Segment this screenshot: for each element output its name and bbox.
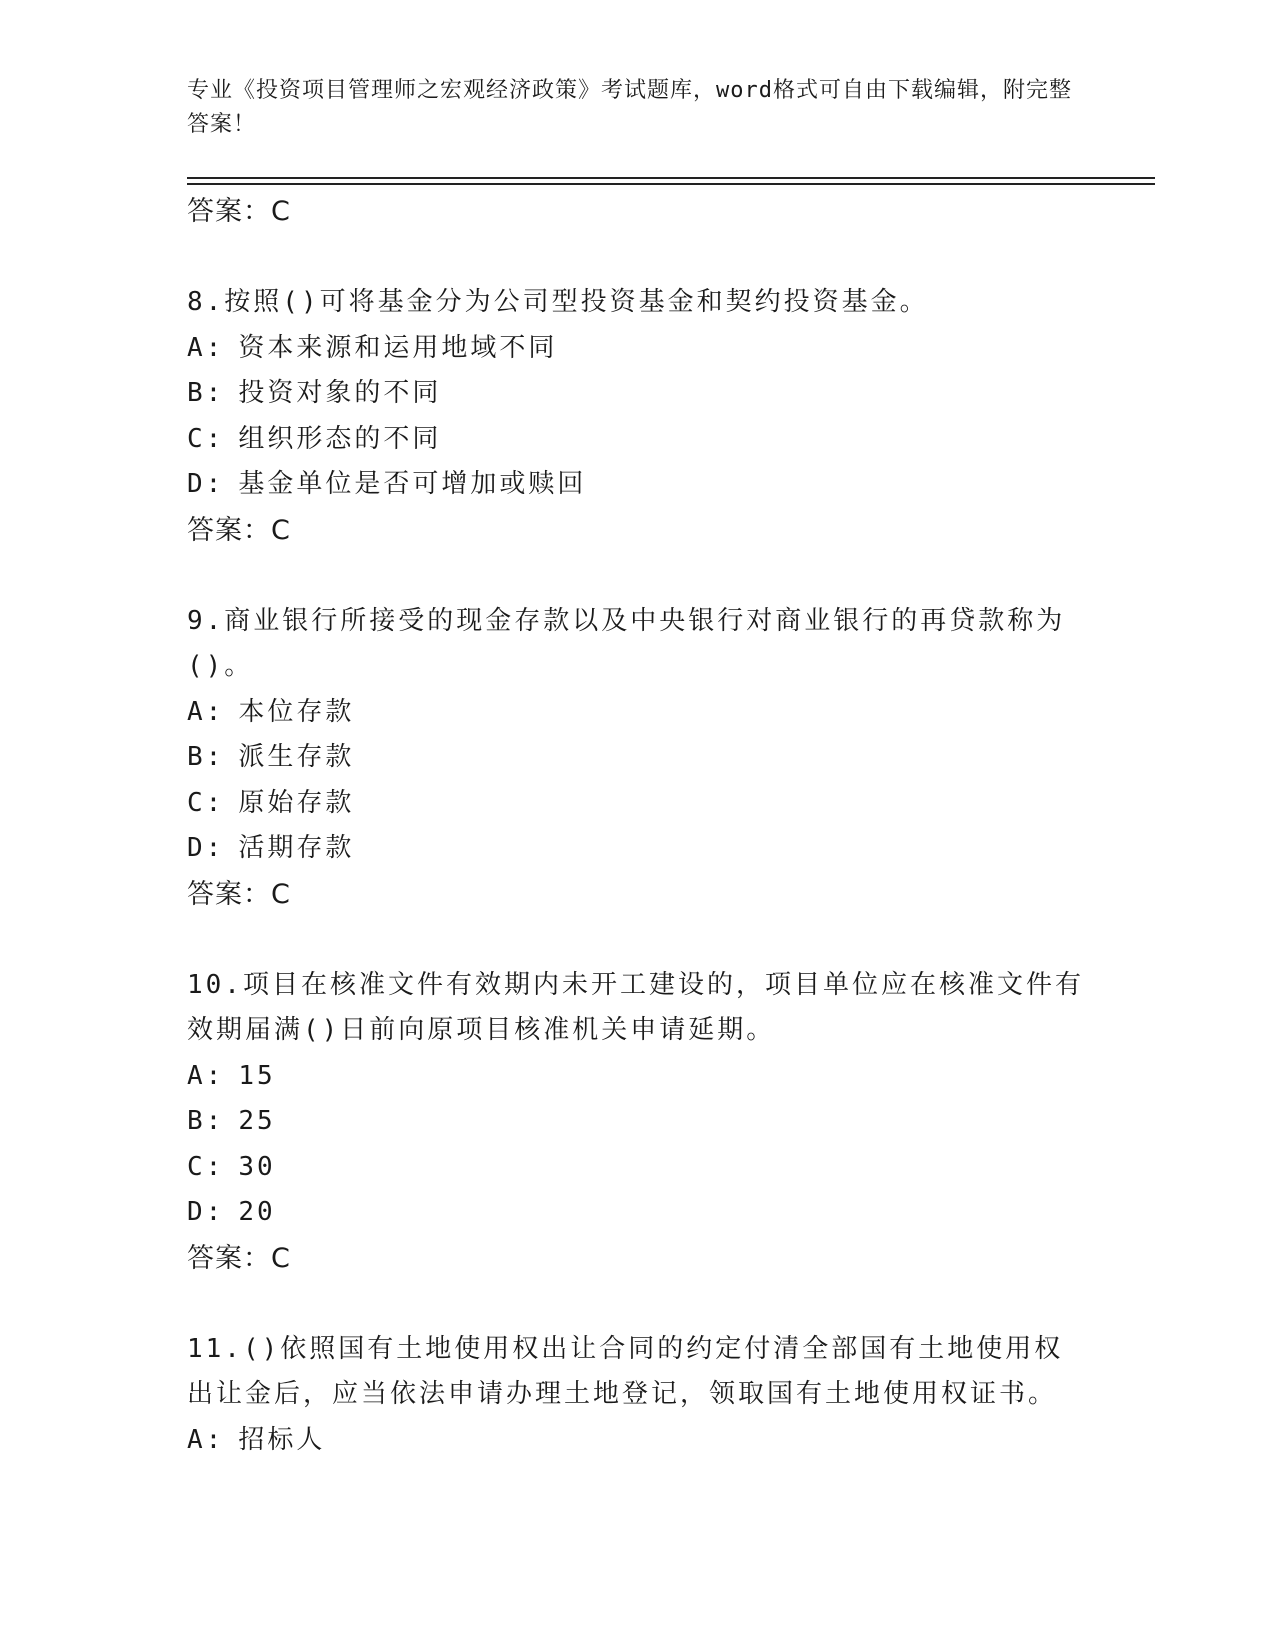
- option-text: 20: [238, 1197, 276, 1227]
- option-a: [187, 690, 1087, 736]
- option-text: 投资对象的不同: [238, 378, 442, 408]
- option-key: B:: [187, 378, 225, 408]
- header-divider-top: [187, 177, 1155, 179]
- option-key: D:: [187, 833, 225, 863]
- option-c: [187, 417, 1087, 463]
- option-a: [187, 326, 1087, 372]
- option-text: 招标人: [238, 1424, 326, 1455]
- question-block: [187, 280, 1087, 553]
- option-b: [187, 371, 1087, 417]
- option-d: [187, 1190, 1087, 1236]
- option-text: 派生存款: [238, 742, 355, 772]
- answer-line: 答案：C: [187, 514, 291, 546]
- option-d: [187, 826, 1087, 872]
- answer-line: 答案：C: [187, 196, 291, 227]
- option-key: C:: [187, 423, 225, 454]
- question-block: [187, 1327, 1087, 1464]
- option-text: 30: [238, 1151, 276, 1182]
- option-a: [187, 1418, 1087, 1464]
- option-c: [187, 1145, 1087, 1191]
- option-key: B:: [187, 742, 225, 772]
- option-key: C:: [187, 787, 225, 818]
- answer-line: 答案：C: [187, 1242, 291, 1274]
- option-b: [187, 1099, 1087, 1145]
- option-d: [187, 462, 1087, 508]
- option-key: B:: [187, 1106, 225, 1136]
- document-header: [187, 74, 1087, 142]
- question-stem: 11.()依照国有土地使用权出让合同的约定付清全部国有土地使用权出让金后，应当依法申请办理土地登记，领取国有土地使用权证书。: [187, 1333, 1064, 1409]
- option-key: A:: [187, 1060, 225, 1091]
- option-key: D:: [187, 1197, 225, 1227]
- option-key: A:: [187, 332, 225, 363]
- question-stem: 8.按照()可将基金分为公司型投资基金和契约投资基金。: [187, 287, 929, 317]
- option-key: D:: [187, 469, 225, 499]
- option-text: 活期存款: [238, 833, 355, 863]
- question-block: [187, 599, 1087, 917]
- option-a: [187, 1054, 1087, 1100]
- header-divider-bottom: [187, 183, 1155, 185]
- option-text: 基金单位是否可增加或赎回: [238, 469, 587, 499]
- header-intro-text: 专业《投资项目管理师之宏观经济政策》考试题库，word格式可自由下载编辑，附完整答案！: [187, 78, 1072, 137]
- option-text: 原始存款: [238, 787, 355, 818]
- question-stem: 9.商业银行所接受的现金存款以及中央银行对商业银行的再贷款称为()。: [187, 605, 1066, 681]
- question-list: [187, 189, 1087, 1463]
- option-text: 本位存款: [238, 696, 355, 727]
- option-text: 组织形态的不同: [238, 423, 442, 454]
- question-stem: 10.项目在核准文件有效期内未开工建设的，项目单位应在核准文件有效期届满()日前向原项目核准机关申请延期。: [187, 969, 1084, 1045]
- answer-line: 答案：C: [187, 878, 291, 910]
- option-text: 15: [238, 1060, 276, 1091]
- option-key: A:: [187, 696, 225, 727]
- option-key: C:: [187, 1151, 225, 1182]
- option-text: 资本来源和运用地域不同: [238, 332, 558, 363]
- option-text: 25: [238, 1106, 276, 1136]
- question-block: [187, 963, 1087, 1281]
- option-b: [187, 735, 1087, 781]
- option-key: A:: [187, 1424, 225, 1455]
- option-c: [187, 781, 1087, 827]
